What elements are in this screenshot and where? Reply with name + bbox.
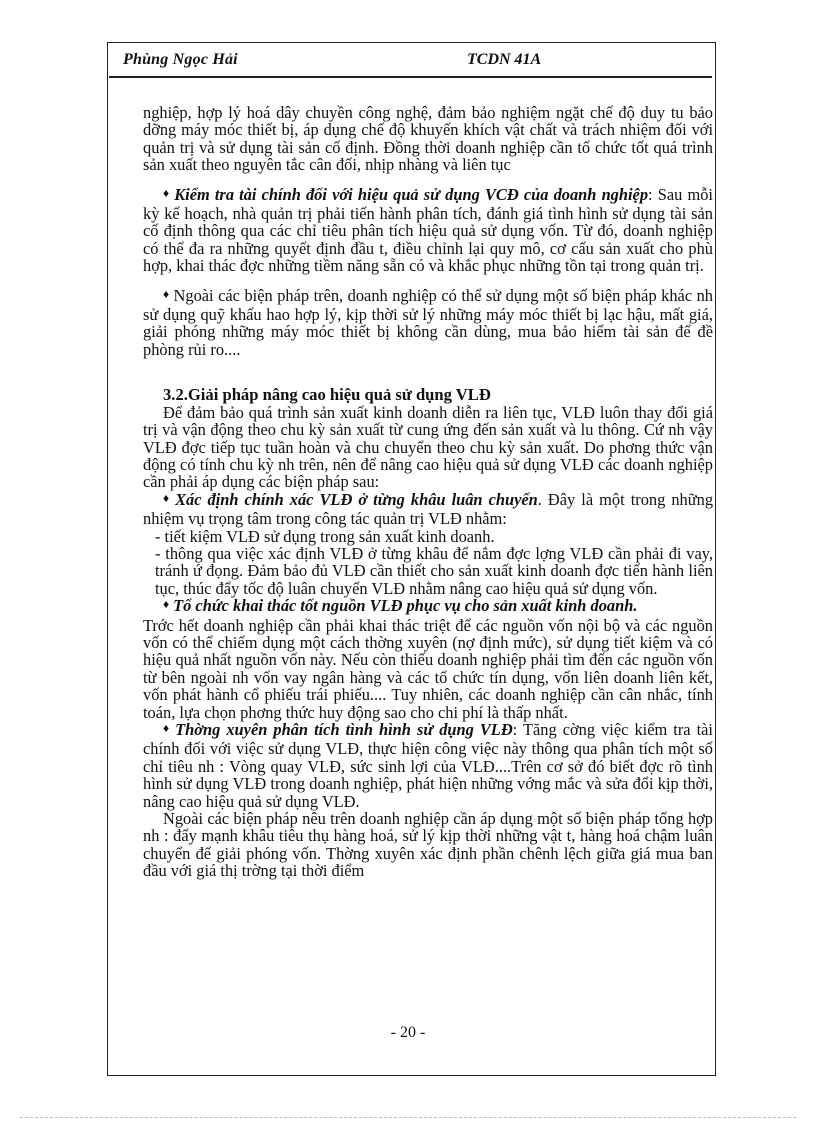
paragraph-other-measures	[143, 287, 713, 359]
diamond-bullet-icon: ♦	[163, 721, 172, 735]
bullet-text: : Tăng cờng việc kiểm tra tài chính đối với việc sử dụng VLĐ, thực hiện công việc này thông qua phân tích một số chỉ tiêu nh : Vòng quay VLĐ, sức sinh lợi của VLĐ....Trên cơ sở đó biết đợc rõ tình hình sử dụng VLĐ trong doanh nghiệp, phát hiện những vớng mắc và sửa đổi kịp thời, nâng cao hiệu quả sử dụng VLĐ.	[143, 720, 713, 811]
page-number: - 20 -	[390, 1024, 426, 1041]
page-header	[109, 46, 712, 78]
page-break-line	[20, 1117, 796, 1118]
dash-item: - thông qua việc xác định VLĐ ở từng khâu để nắm đợc lợng VLĐ cần phải đi vay, tránh ứ đọng. Đảm bảo đủ VLĐ cần thiết cho sản xuất kinh doanh đợc tiến hành liên tục, thúc đẩy tốc độ luân chuyển VLĐ nhằm nâng cao hiệu quả sử dụng vốn.	[155, 543, 713, 598]
header-class-code: TCDN 41A	[467, 51, 542, 68]
paragraph-capital-sources: Trớc hết doanh nghiệp cần phải khai thác triệt để các nguồn vốn nội bộ và các nguồn vốn có thể chiếm dụng một cách thờng xuyên (nợ định mức), sử dụng tiết kiệm và có hiệu quả nhất nguồn vốn này. Nếu còn thiếu doanh nghiệp phải tìm đến các nguồn vốn từ bên ngoài nh vốn vay ngân hàng và các tổ chức tín dụng, vốn liên doanh liên kết, vốn phát hành cổ phiếu trái phiếu.... Tuy nhiên, các doanh nghiệp cần cân nhắc, tính toán, lựa chọn phơng thức huy động sao cho chi phí là thấp nhất.	[143, 615, 713, 722]
bullet-text: Ngoài các biện pháp trên, doanh nghiệp có thể sử dụng một số biện pháp khác nh sử dụng quỹ khấu hao hợp lý, kịp thời sử lý những máy móc thiết bị lạc hậu, mất giá, giải phóng những máy móc thiết bị không cần dùng, mua bảo hiểm tài sản để đề phòng rủi ro....	[143, 285, 714, 359]
bullet-title: Thờng xuyên phân tích tình hình sử dụng VLĐ	[175, 720, 513, 739]
paragraph-fixed-capital-inspection	[143, 186, 713, 275]
bullet-text: . Đây là một trong những nhiệm vụ trọng tâm trong công tác quản trị VLĐ nhằm:	[143, 489, 714, 529]
paragraph-continuation: nghiệp, hợp lý hoá dây chuyền công nghệ, đảm bảo nghiệm ngặt chế độ duy tu bảo dỡng máy móc thiết bị, áp dụng chế độ khuyến khích vật chất và trách nhiệm đối với quản trị và sử dụng tài sản cố định. Đồng thời doanh nghiệp cần tổ chức tốt quá trình sản xuất theo nguyên tắc cân đối, nhịp nhàng và liên tục	[143, 103, 713, 175]
bullet-title: Kiểm tra tài chính đối với hiệu quả sử dụng VCĐ của doanh nghiệp	[174, 184, 649, 204]
paragraph-working-capital-intro: Để đảm bảo quá trình sản xuất kinh doanh diễn ra liên tục, VLĐ luôn thay đổi giá trị và vận động theo chu kỳ sản xuất từ cung ứng đến sản xuất và lu thông. Cứ nh vậy VLĐ đợc tiếp tục tuần hoàn và chu chuyển theo chu kỳ sản xuất. Do phơng thức vận động có tính chu kỳ nh trên, nên để nâng cao hiệu quả sử dụng VLĐ các doanh nghiệp cần phải áp dụng các biện pháp sau:	[143, 402, 713, 492]
section-heading: 3.2.Giải pháp nâng cao hiệu quả sử dụng VLĐ	[163, 385, 491, 405]
paragraph-capital-sources-title	[143, 597, 713, 616]
paragraph-general-measures: Ngoài các biện pháp nêu trên doanh nghiệp cần áp dụng một số biện pháp tổng hợp nh : đẩy mạnh khâu tiêu thụ hàng hoá, sử lý kịp thời những vật t, hàng hoá chậm luân chuyển để giải phóng vốn. Thờng xuyên xác định phần chênh lệch giữa giá mua ban đầu với giá thị trờng tại thời điểm	[143, 809, 713, 881]
diamond-bullet-icon: ♦	[163, 597, 170, 612]
paragraph-determine-capital	[143, 491, 713, 528]
diamond-bullet-icon: ♦	[163, 490, 172, 505]
bullet-title: Tổ chức khai thác tốt nguồn VLĐ phục vụ cho sản xuất kinh doanh.	[173, 596, 638, 616]
dash-item: - tiết kiệm VLĐ sử dụng trong sản xuất kinh doanh.	[155, 526, 495, 546]
diamond-bullet-icon: ♦	[163, 185, 171, 200]
bullet-text: : Sau mỗi kỳ kế hoạch, nhà quản trị phải tiến hành phân tích, đánh giá tình hình sử dụng tài sản cố định thông qua các chỉ tiêu phân tích hiệu quả sử dụng vốn. Từ đó, doanh nghiệp có thể đa ra những quyết định đầu t, điều chỉnh lại quy mô, cơ cấu sản xuất cho phù hợp, khai thác đợc những tiềm năng sẵn có và khắc phục những tồn tại trong quản trị.	[143, 184, 713, 276]
bullet-title: Xác định chính xác VLĐ ở từng khâu luân chuyển	[175, 489, 538, 509]
paragraph-regular-analysis	[143, 721, 713, 810]
document-body	[143, 104, 713, 880]
diamond-bullet-icon: ♦	[163, 286, 170, 301]
header-author: Phùng Ngọc Hải	[123, 51, 238, 68]
